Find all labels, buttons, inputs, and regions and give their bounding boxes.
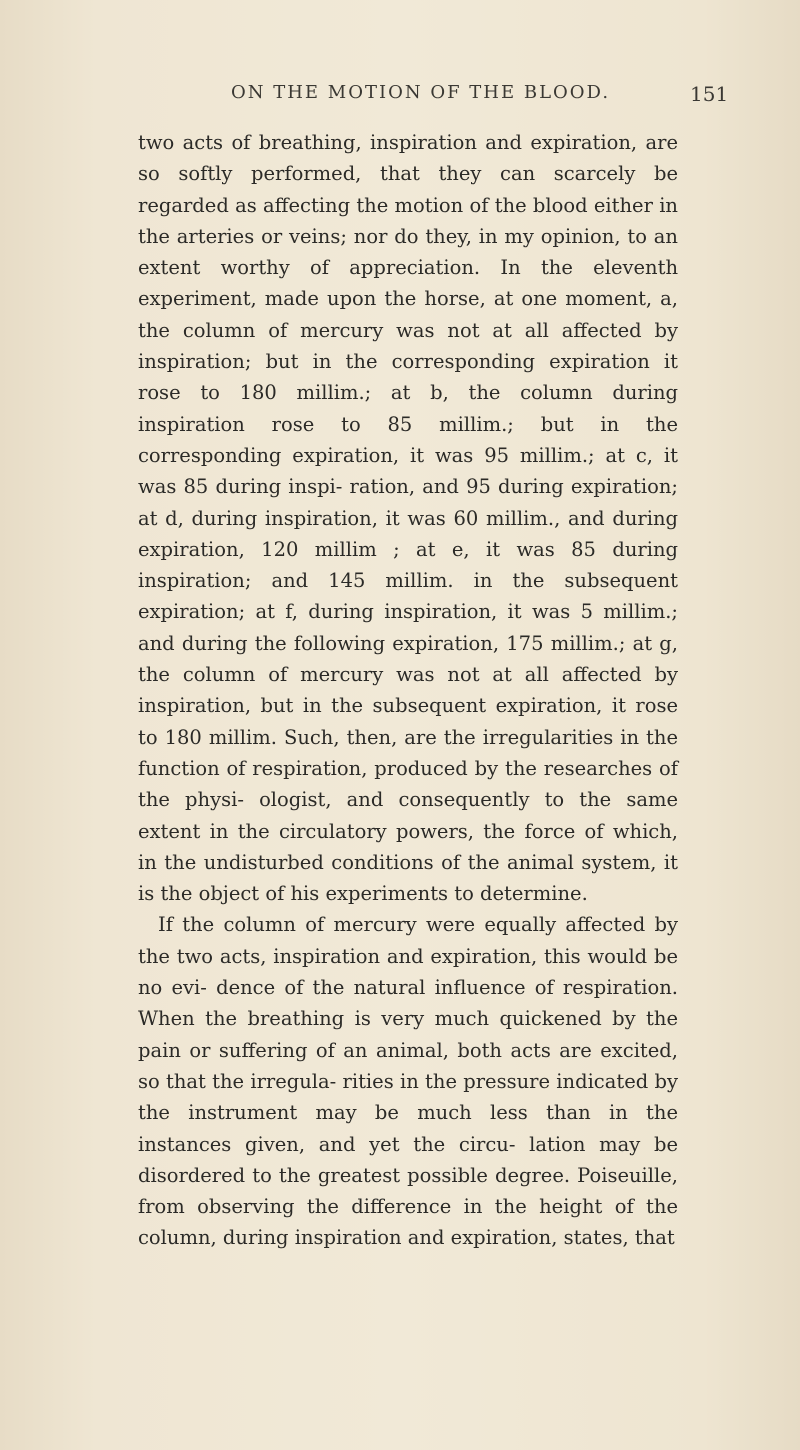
page-number: 151 xyxy=(690,82,729,106)
body-text xyxy=(138,127,678,1254)
running-head xyxy=(0,82,800,112)
paragraph: two acts of breathing, inspiration and expiration, are so softly performed, that they can scarcely be regarded as affecting the motion of the blood either in the arteries or veins; nor do they, in my opinion, to an extent worthy of appreciation. In the eleventh experiment, made upon the horse, at one moment, a, the column of mercury was not at all affected by inspiration; but in the corresponding expiration it rose to 180 millim.; at b, the column during inspiration rose to 85 millim.; but in the corresponding expiration, it was 95 millim.; at c, it was 85 during inspi- ration, and 95 during expiration; at d, during inspiration, it was 60 millim., and during expiration, 120 millim ; at e, it was 85 during inspiration; and 145 millim. in the subsequent expiration; at f, during inspiration, it was 5 millim.; and during the following expiration, 175 millim.; at g, the column of mercury was not at all affected by inspiration, but in the subsequent expiration, it rose to 180 millim. Such, then, are the irregularities in the function of respiration, produced by the researches of the physi- ologist, and consequently to the same extent in the circulatory powers, the force of which, in the undisturbed conditions of the animal system, it is the object of his experiments to determine. xyxy=(138,131,678,906)
running-title: ON THE MOTION OF THE BLOOD. xyxy=(231,82,611,103)
paragraph: If the column of mercury were equally affected by the two acts, inspiration and expiration, this would be no evi- dence of the natural influence of respiration. When the breathing is very much quickened by the pain or suffering of an animal, both acts are excited, so that the irregula- rities in the pressure indicated by the instrument may be much less than in the instances given, and yet the circu- lation may be disordered to the greatest possible degree. Poiseuille, from observing the difference in the height of the column, during inspiration and expiration, states, that xyxy=(138,913,678,1250)
